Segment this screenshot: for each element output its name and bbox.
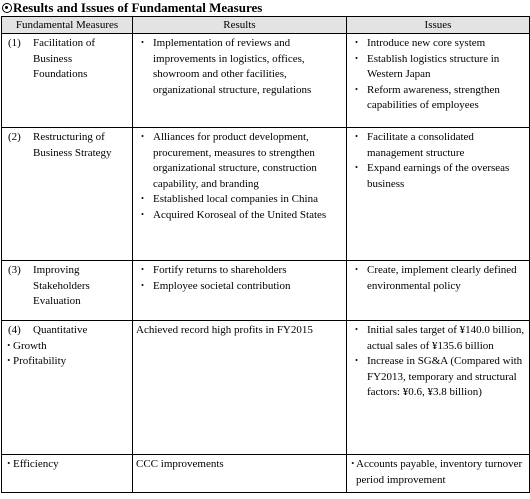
measure-number: (3) <box>8 264 21 276</box>
results-cell <box>133 128 347 261</box>
measure-title: Quantitative <box>33 324 88 336</box>
sub-measure-growth: ･ Growth <box>6 339 47 352</box>
list-item: ・ Introduce new core system <box>351 37 486 49</box>
list-item: ・ Acquired Koroseal of the United States <box>137 208 327 221</box>
sub-measure-profitability: ･ Profitability <box>6 355 67 367</box>
list-item: ・ Fortify returns to shareholders <box>137 264 287 276</box>
results-cell <box>133 321 347 455</box>
measure-title: Facilitation of Business Foundations <box>33 37 96 80</box>
measure-cell <box>2 321 133 455</box>
measure-cell <box>2 455 133 493</box>
list-item: ・ Implementation of reviews and improvements in logistics, offices, showroom and other facilities, organizational structure, regulations <box>137 37 312 96</box>
issues-cell <box>347 455 530 493</box>
issues-cell <box>347 321 530 455</box>
list-item: ・ Increase in SG&A (Compared with FY2013, temporary and structural factors: ¥0.6, ¥3.8 billion) <box>351 355 523 398</box>
list-item: ・ Establish logistics structure in Western Japan <box>351 52 500 80</box>
measure-cell <box>2 34 133 128</box>
table-row <box>2 455 530 493</box>
measure-number: (4) <box>8 324 21 336</box>
result-text: CCC improvements <box>136 458 224 470</box>
measure-number: (1) <box>8 37 21 49</box>
issues-cell <box>347 34 530 128</box>
results-cell <box>133 455 347 493</box>
measure-number: (2) <box>8 131 21 143</box>
issue-text: ･ Accounts payable, inventory turnover period improvement <box>350 458 523 486</box>
measure-cell <box>2 128 133 261</box>
list-item: ・ Employee societal contribution <box>137 279 291 292</box>
header-results: Results <box>133 17 347 34</box>
list-item: ・ Facilitate a consolidated management structure <box>351 131 474 159</box>
list-item: ・ Reform awareness, strengthen capabilities of employees <box>351 83 500 111</box>
table-row <box>2 321 530 455</box>
header-measures: Fundamental Measures <box>2 17 133 34</box>
list-item: ・ Established local companies in China <box>137 193 318 205</box>
list-item: ・ Expand earnings of the overseas business <box>351 162 510 190</box>
list-item: ・ Create, implement clearly defined environmental policy <box>351 264 517 292</box>
table-row <box>2 261 530 321</box>
measure-cell <box>2 261 133 321</box>
header-issues: Issues <box>347 17 530 34</box>
measures-table <box>1 16 530 493</box>
results-cell <box>133 34 347 128</box>
results-cell <box>133 261 347 321</box>
issues-cell <box>347 128 530 261</box>
table-header-row <box>2 17 530 34</box>
measure-title: Restructuring of Business Strategy <box>33 131 112 159</box>
circled-dot-icon <box>2 3 12 13</box>
page-title: Results and Issues of Fundamental Measures <box>2 0 262 16</box>
list-item: ・ Alliances for product development, procurement, measures to strengthen organizational structure, construction capability, and branding <box>137 131 317 190</box>
table-row <box>2 128 530 261</box>
measure-title: Improving Stakeholders Evaluation <box>33 264 90 307</box>
result-text: Achieved record high profits in FY2015 <box>136 324 313 336</box>
sub-measure-efficiency: ･ Efficiency <box>6 458 59 470</box>
issues-cell <box>347 261 530 321</box>
list-item: ・ Initial sales target of ¥140.0 billion, actual sales of ¥135.6 billion <box>351 324 525 352</box>
table-row <box>2 34 530 128</box>
